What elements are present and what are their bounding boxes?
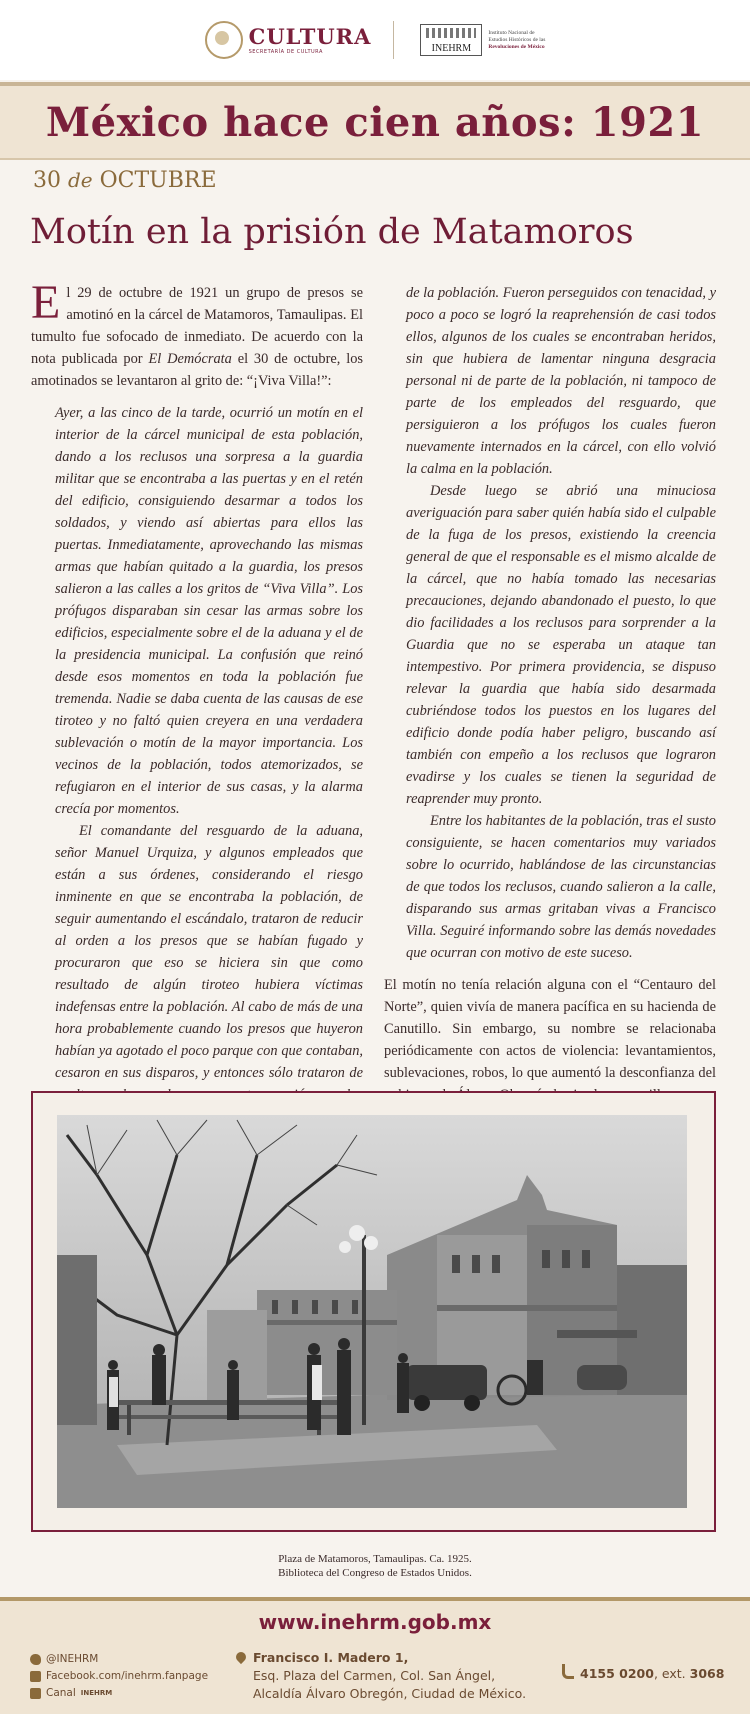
phone-icon (562, 1664, 574, 1679)
title-band (0, 82, 750, 160)
article-date (33, 168, 217, 193)
national-seal-icon (205, 21, 243, 59)
intro-text-end: el 30 de octubre, los amotinados se levantaron al grito de: “¡Viva Villa!”: (31, 351, 363, 389)
address-line-3: Alcaldía Álvaro Obregón, Ciudad de México. (253, 1686, 527, 1701)
historic-photo (57, 1115, 687, 1508)
inehrm-desc-line: Revoluciones de México (488, 43, 545, 50)
inehrm-desc-line: Estudios Históricos de las (488, 36, 546, 43)
header-logos (0, 0, 750, 80)
twitter-icon (30, 1654, 41, 1665)
address-block (253, 1649, 526, 1703)
quote-paragraph: Ayer, a las cinco de la tarde, ocurrió un motín en el interior de la cárcel municipal de esta población, dando a los reclusos una sorpresa a la guardia militar que se encontraba a las puertas y en el retén del edificio, consiguiendo desarmar a todos los soldados, y viendo así abiertas para ellos las puertas. Inmediatamente, aprovechando las mismas armas que habían quitado a la guardia, los presos salieron a las calles a los gritos de “Viva Villa”. Los prófugos disparaban sin cesar las armas sobre los edificios, especialmente sobre el de la aduana y el de la presidencia municipal. La confusión que reinó desde esos momentos en toda la población fue tremenda. Nadie se daba cuenta de las causas de ese tiroteo y no faltó quien creyera en una verdadera sublevación o motín de la mayor importancia. Los vecinos de la población, todos atemorizados, se refugiaron en el interior de sus casas, y la alarma crecía por momentos. (55, 405, 363, 817)
closing-paragraph: El motín no tenía relación alguna con el “Centauro del Norte”, quien vivía de manera pacífica en su hacienda de Canutillo. Sin embargo, su nombre se relacionaba periódicamente con actos de violencia: levantamientos, sublevaciones, robos, lo que aumentó la desconfianza del (384, 977, 716, 1081)
caption-line-1: Plaza de Matamoros, Tamaulipas. Ca. 1925. (278, 1553, 472, 1565)
date-month: OCTUBRE (99, 168, 217, 193)
article-column-left (31, 276, 363, 1128)
quote-paragraph: de la población. Fueron perseguidos con tenacidad, y poco a poco se logró la reaprehensión de casi todos ellos, algunos de los cuales se encontraban heridos, sin que hubiera de lamentar ninguna desgracia personal ni de parte de la población, ni tampoco de parte de los empleados del resguardo, que persiguieron a los prófugos los cuales fueron nuevamente internados en la cárcel, con ello volvió la calma en la población. (406, 285, 717, 477)
inehrm-description (488, 30, 545, 51)
youtube-link[interactable] (30, 1685, 208, 1702)
intro-source: El Demócrata (148, 351, 232, 367)
inehrm-logo (420, 24, 545, 56)
cultura-subtitle: SECRETARÍA DE CULTURA (248, 48, 323, 55)
location-pin-icon (234, 1650, 248, 1664)
website-link[interactable]: www.inehrm.gob.mx (258, 1610, 492, 1634)
address-line-1: Francisco I. Madero 1, (253, 1650, 409, 1665)
phone-block (562, 1664, 724, 1681)
intro-text: l 29 de octubre de 1921 un grupo de presos se amotinó en la cárcel de Matamoros, Tamaulipas. El tumulto fue sofocado de inmediato. De acuerdo con la nota publicada por (31, 285, 363, 367)
intro-paragraph (31, 276, 363, 392)
twitter-link[interactable] (30, 1651, 208, 1668)
logo-divider (393, 21, 394, 59)
cultura-logo (205, 21, 372, 59)
youtube-prefix: Canal (46, 1687, 76, 1699)
quote-paragraph: Desde luego se abrió una minuciosa averiguación para saber quién había sido el culpable de la fuga de los presos, existiendo la creencia general de que el responsable es el mismo alcalde de la cárcel, que no había tomado las necesarias precauciones, dejando abandonado el puesto, lo que dio facilidades a los reclusos para sorprender a la Guardia que no se esperaba un ataque tan intempestivo. Por primera providencia, se dispuso relevar la guardia que había sido desarmada cubriéndose todos los puestos en los lugares del edificio donde podía haber peligro, buscando así también con empeño a los reclusos que lograron evadirse y los cuales se tienen la seguridad de reaprender muy pronto. (406, 483, 716, 807)
inehrm-wordmark: INEHRM (431, 43, 472, 54)
youtube-icon (30, 1688, 41, 1699)
date-day: 30 (33, 168, 61, 193)
photo-caption (0, 1552, 750, 1580)
cultura-wordmark: CULTURA (248, 23, 372, 49)
quote-paragraph: El comandante del resguardo de la aduana, señor Manuel Urquiza, y algunos empleados que están a sus órdenes, considerando el riesgo inminente en que se encontraba la población, de seguir aumentando el escándalo, trataron de reducir al orden a los presos que se habían fugado y procuraron que eso se hiciera sin que como resultado de algún tiroteo hubiera víctimas indefensas entre la población. Al cabo de más de una hora probablemente cuando los presos que huyeron habían ya agotado el poco parque con que contaban, cesaron en sus disparos, y entonces sólo trataron de (55, 823, 363, 1081)
footer (0, 1597, 750, 1714)
drop-cap: E (31, 276, 61, 329)
inehrm-building-icon (420, 24, 482, 56)
phone-ext-label: , ext. (653, 1666, 686, 1681)
photo-frame (31, 1091, 716, 1532)
inehrm-desc-line: Instituto Nacional de (488, 29, 535, 36)
phone-ext: 3068 (689, 1666, 725, 1681)
facebook-url: Facebook.com/inehrm.fanpage (46, 1670, 209, 1682)
phone-number: 4155 0200 (580, 1666, 654, 1681)
page-title: México hace cien años: 1921 (45, 98, 705, 146)
caption-line-2: Biblioteca del Congreso de Estados Unidos. (278, 1567, 472, 1579)
facebook-icon (30, 1671, 41, 1682)
address-line-2: Esq. Plaza del Carmen, Col. San Ángel, (253, 1668, 496, 1683)
date-de: de (68, 168, 93, 192)
article-column-right (384, 282, 716, 1106)
article-headline: Motín en la prisión de Matamoros (30, 212, 634, 252)
youtube-brand: INEHRM (80, 1689, 113, 1697)
facebook-link[interactable] (30, 1668, 208, 1685)
social-links (30, 1651, 208, 1702)
twitter-handle: @INEHRM (46, 1653, 99, 1665)
quote-paragraph: Entre los habitantes de la población, tras el susto consiguiente, se hacen comentarios muy variados sobre lo ocurrido, hablándose de las circunstancias de que todos los reclusos, cuando salieron a la calle, disparando sus armas gritaban vivas a Francisco Villa. Seguiré informando sobre las demás novedades que ocurran con motivo de este suceso. (406, 813, 716, 961)
